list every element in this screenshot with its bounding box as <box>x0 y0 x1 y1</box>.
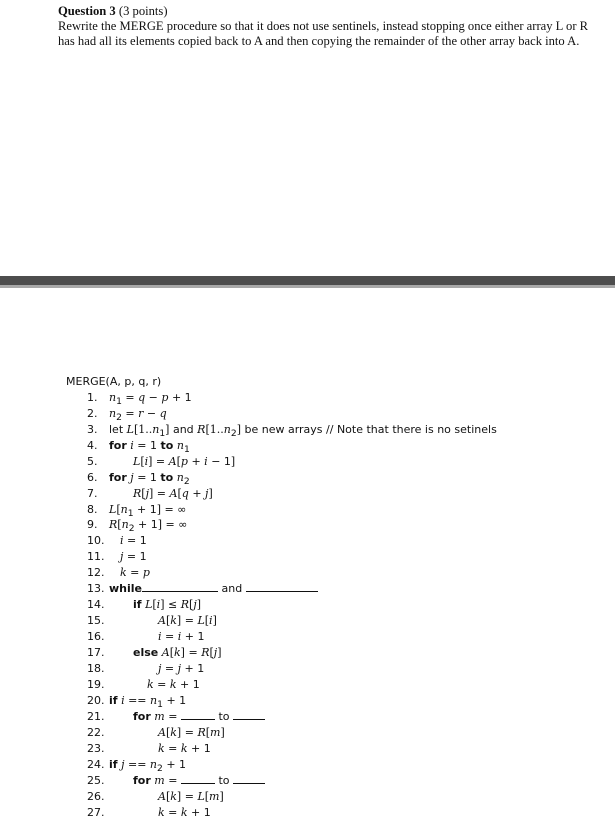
page-divider-shadow <box>0 285 615 288</box>
for-start-blank-2[interactable] <box>181 773 215 784</box>
while-condition-blank-2[interactable] <box>246 581 318 592</box>
keyword-for: for <box>133 710 151 723</box>
keyword-to: to <box>160 439 174 452</box>
code-line-21: for m = to <box>133 709 265 724</box>
keyword-if: if <box>109 758 118 771</box>
keyword-else: else <box>133 646 159 659</box>
keyword-let: let <box>109 423 124 436</box>
keyword-new-arrays: be new arrays <box>244 423 323 436</box>
line-number: 16. <box>87 630 105 643</box>
line-number: 21. <box>87 710 105 723</box>
keyword-and: and <box>172 423 194 436</box>
code-line-6: for j = 1 to $n_2$ <box>109 471 190 488</box>
code-line-14: if L[i] ≤ R[j] <box>133 598 202 611</box>
code-line-27: k = k + 1 <box>158 806 211 819</box>
line-number: 14. <box>87 598 105 611</box>
code-line-26: A[k] = L[m] <box>158 790 224 803</box>
question-body: Rewrite the MERGE procedure so that it does not use sentinels, instead stopping once either array L or R has had all its elements copied back to A and then copying the remainder of the other array back into A. <box>58 19 589 49</box>
line-number: 2. <box>87 407 98 420</box>
question-block <box>58 4 598 50</box>
code-line-8: $L[n_1 + 1]$ = ∞ <box>109 503 187 520</box>
line-number: 27. <box>87 806 105 819</box>
while-condition-blank-1[interactable] <box>142 581 218 592</box>
keyword-for: for <box>109 439 127 452</box>
question-points: (3 points) <box>118 4 168 18</box>
line-number: 6. <box>87 471 98 484</box>
code-line-5: L[i] = A[p + i − 1] <box>133 455 236 468</box>
code-line-16: i = i + 1 <box>158 630 205 643</box>
code-line-3: let $L[1..n_1]$ and $R[1..n_2]$ be new arrays // Note that there is no setinels <box>109 423 497 440</box>
line-number: 7. <box>87 487 98 500</box>
code-line-1: $n_1 = q - p + 1$ <box>109 391 192 408</box>
line-number: 1. <box>87 391 98 404</box>
line-number: 17. <box>87 646 105 659</box>
line-number: 4. <box>87 439 98 452</box>
procedure-header: MERGE(A, p, q, r) <box>66 375 162 388</box>
for-start-blank-1[interactable] <box>181 709 215 720</box>
code-line-20: if $i == n_1 + 1$ <box>109 694 187 711</box>
keyword-to: to <box>218 710 230 723</box>
keyword-to: to <box>160 471 174 484</box>
code-line-7: R[j] = A[q + j] <box>133 487 213 500</box>
keyword-for: for <box>133 774 151 787</box>
page-divider <box>0 276 615 285</box>
keyword-for: for <box>109 471 127 484</box>
line-number: 13. <box>87 582 105 595</box>
for-end-blank-1[interactable] <box>233 709 265 720</box>
keyword-and: and <box>221 582 243 595</box>
keyword-while: while <box>109 582 142 595</box>
code-line-23: k = k + 1 <box>158 742 211 755</box>
line-number: 24. <box>87 758 105 771</box>
line-number: 10. <box>87 534 105 547</box>
line-number: 20. <box>87 694 105 707</box>
line-number: 26. <box>87 790 105 803</box>
code-line-9: $R[n_2 + 1]$ = ∞ <box>109 518 188 535</box>
line-number: 3. <box>87 423 98 436</box>
code-line-13 <box>109 581 318 596</box>
code-line-12: k = p <box>120 566 150 579</box>
code-line-4: for i = 1 to $n_1$ <box>109 439 190 456</box>
code-line-22: A[k] = R[m] <box>158 726 225 739</box>
keyword-if: if <box>133 598 142 611</box>
code-line-2: $n_2 = r - q$ <box>109 407 167 424</box>
line-number: 15. <box>87 614 105 627</box>
line-number: 9. <box>87 518 98 531</box>
line-number: 5. <box>87 455 98 468</box>
line-number: 22. <box>87 726 105 739</box>
sentinel-note: // Note that there is no setinels <box>326 423 497 436</box>
line-number: 8. <box>87 503 98 516</box>
code-line-10: i = 1 <box>120 534 147 547</box>
keyword-if: if <box>109 694 118 707</box>
for-end-blank-2[interactable] <box>233 773 265 784</box>
line-number: 23. <box>87 742 105 755</box>
line-number: 25. <box>87 774 105 787</box>
code-line-11: j = 1 <box>120 550 147 563</box>
line-number: 11. <box>87 550 105 563</box>
code-line-24: if $j == n_2 + 1$ <box>109 758 187 775</box>
code-line-19: k = k + 1 <box>147 678 200 691</box>
line-number: 12. <box>87 566 105 579</box>
question-title: Question 3 <box>58 4 116 18</box>
code-line-25: for m = to <box>133 773 265 788</box>
keyword-to: to <box>218 774 230 787</box>
code-line-17: else A[k] = R[j] <box>133 646 222 659</box>
line-number: 18. <box>87 662 105 675</box>
line-number: 19. <box>87 678 105 691</box>
code-line-18: j = j + 1 <box>158 662 205 675</box>
code-line-15: A[k] = L[i] <box>158 614 217 627</box>
